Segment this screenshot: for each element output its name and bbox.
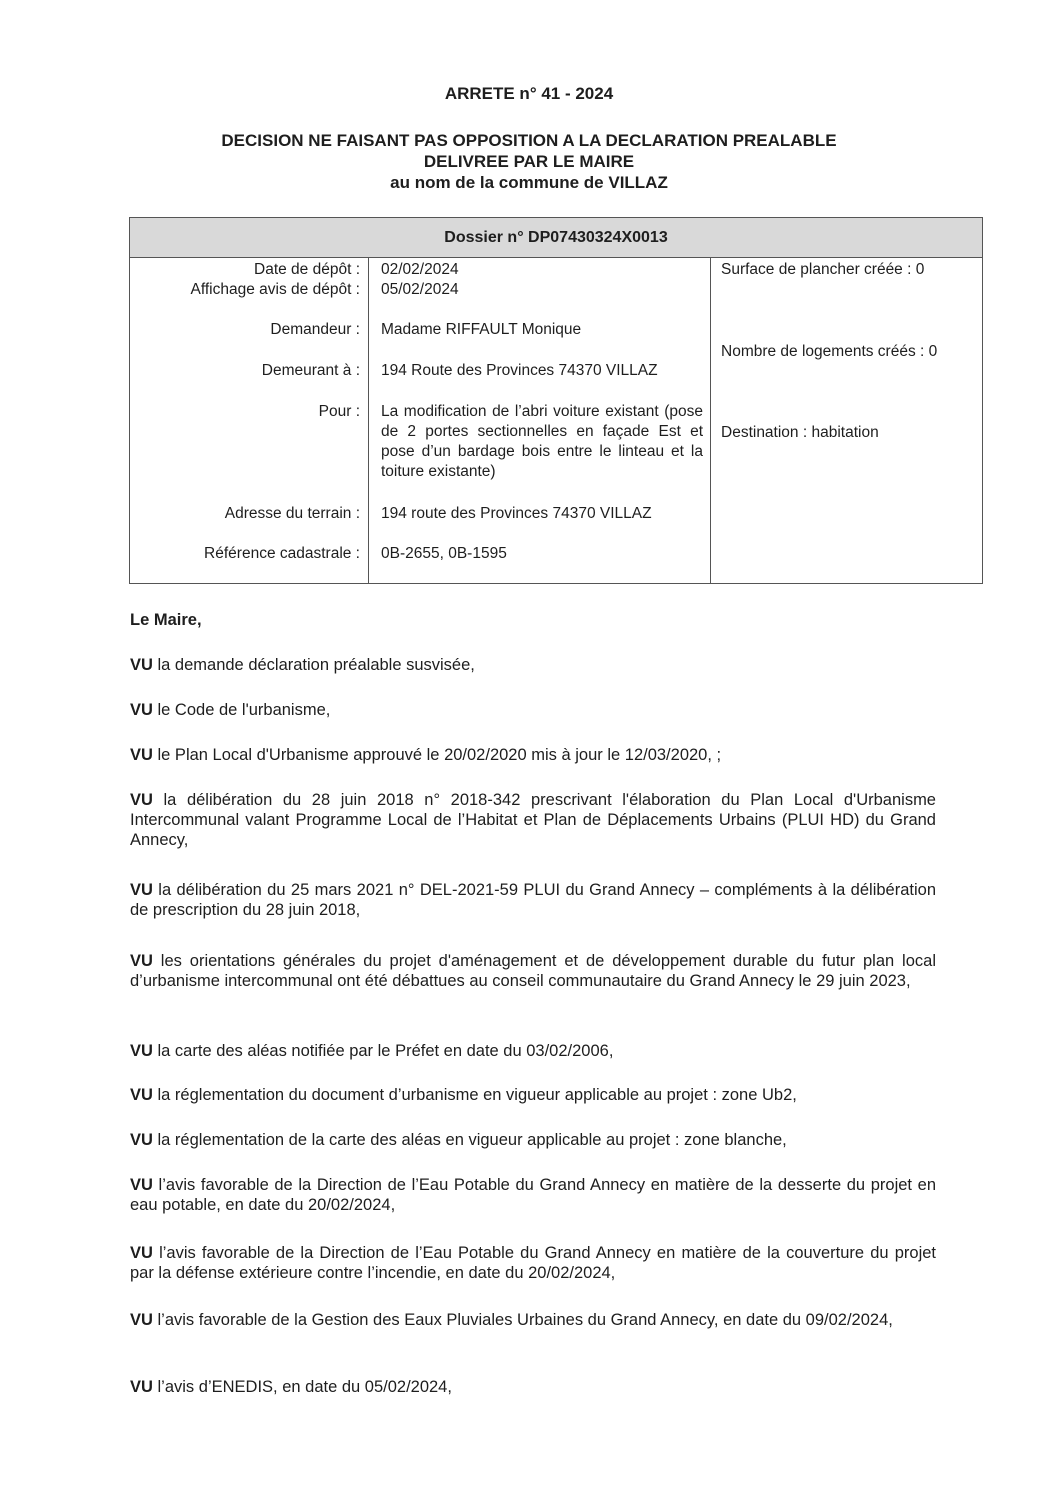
decision-title <box>0 130 1058 193</box>
pour-value: La modification de l’abri voiture existant (pose de 2 portes sectionnelles en façade Est et pose d’un bardage bois entre le linteau et la toiture existante) <box>381 403 703 480</box>
adresse-terrain-label: Adresse du terrain : <box>224 505 360 522</box>
vu-text: la délibération du 28 juin 2018 n° 2018-342 prescrivant l'élaboration du Plan Local d'Urbanisme Intercommunal valant Programme Local de l’Habitat et Plan de Déplacements Urbains (PLUI HD) du Grand Annecy, <box>130 791 936 849</box>
vu-paragraph <box>130 655 936 675</box>
vu-text: la délibération du 25 mars 2021 n° DEL-2021-59 PLUI du Grand Annecy – compléments à la délibération de prescription du 28 juin 2018, <box>130 881 936 919</box>
decision-line-3: au nom de la commune de VILLAZ <box>390 173 668 192</box>
vu-keyword: VU <box>130 746 153 764</box>
vu-keyword: VU <box>130 1131 153 1149</box>
vu-text: le Code de l'urbanisme, <box>152 701 331 719</box>
vu-paragraph <box>130 951 936 991</box>
adresse-terrain-value: 194 route des Provinces 74370 VILLAZ <box>381 505 652 522</box>
vu-keyword: VU <box>130 1311 153 1329</box>
pour-label: Pour : <box>318 403 360 420</box>
vu-keyword: VU <box>130 1176 153 1194</box>
vu-text: la réglementation de la carte des aléas en vigueur applicable au projet : zone blanche, <box>152 1131 787 1149</box>
vu-keyword: VU <box>130 952 153 970</box>
date-depot-value: 02/02/2024 <box>381 261 459 278</box>
demandeur-label: Demandeur : <box>270 321 360 338</box>
vu-keyword: VU <box>130 1378 153 1396</box>
arrete-number: ARRETE n° 41 - 2024 <box>444 84 614 103</box>
surface-plancher: Surface de plancher créée : 0 <box>721 261 925 278</box>
vu-paragraph <box>130 1310 936 1330</box>
vu-keyword: VU <box>130 1086 153 1104</box>
vu-text: l’avis favorable de la Direction de l’Eau Potable du Grand Annecy en matière de la desserte du projet en eau potable, en date du 20/02/2024, <box>130 1176 936 1214</box>
vu-paragraph <box>130 1377 936 1397</box>
dossier-table <box>129 217 983 584</box>
column-divider <box>368 257 369 583</box>
vu-text: le Plan Local d'Urbanisme approuvé le 20/02/2020 mis à jour le 12/03/2020, ; <box>152 746 722 764</box>
vu-paragraph <box>130 880 936 920</box>
vu-paragraph <box>130 1130 936 1150</box>
vu-text: l’avis d’ENEDIS, en date du 05/02/2024, <box>152 1378 452 1396</box>
date-depot-label: Date de dépôt : <box>254 261 360 278</box>
vu-keyword: VU <box>130 656 153 674</box>
vu-keyword: VU <box>130 701 153 719</box>
vu-text: la carte des aléas notifiée par le Préfet en date du 03/02/2006, <box>152 1042 614 1060</box>
vu-paragraph <box>130 745 936 765</box>
destination: Destination : habitation <box>721 424 879 441</box>
decision-line-2: DELIVREE PAR LE MAIRE <box>423 152 635 171</box>
vu-paragraph <box>130 1175 936 1215</box>
reference-cadastrale-value: 0B-2655, 0B-1595 <box>381 545 507 562</box>
vu-text: les orientations générales du projet d'aménagement et de développement durable du futur plan local d’urbanisme intercommunal ont été débattues au conseil communautaire du Grand Annecy le 29 juin 2023, <box>130 952 936 990</box>
demeurant-label: Demeurant à : <box>261 362 360 379</box>
le-maire: Le Maire, <box>130 611 202 629</box>
vu-text: l’avis favorable de la Direction de l’Eau Potable du Grand Annecy en matière de la couverture du projet par la défense extérieure contre l’incendie, en date du 20/02/2024, <box>130 1244 936 1282</box>
vu-paragraph <box>130 1041 936 1061</box>
affichage-label: Affichage avis de dépôt : <box>190 281 360 298</box>
reference-cadastrale-label: Référence cadastrale : <box>204 545 360 562</box>
vu-keyword: VU <box>130 1244 153 1262</box>
vu-text: la demande déclaration préalable susvisée, <box>152 656 475 674</box>
vu-text: l’avis favorable de la Gestion des Eaux Pluviales Urbaines du Grand Annecy, en date du 09/02/2024, <box>152 1311 893 1329</box>
vu-paragraph <box>130 700 936 720</box>
vu-paragraph <box>130 1085 936 1105</box>
dossier-number: Dossier n° DP07430324X0013 <box>130 218 982 258</box>
affichage-value: 05/02/2024 <box>381 281 459 298</box>
vu-keyword: VU <box>130 881 153 899</box>
vu-keyword: VU <box>130 791 153 809</box>
vu-text: la réglementation du document d’urbanisme en vigueur applicable au projet : zone Ub2, <box>152 1086 797 1104</box>
vu-paragraph <box>130 790 936 850</box>
vu-paragraph <box>130 1243 936 1283</box>
vu-keyword: VU <box>130 1042 153 1060</box>
column-divider <box>710 257 711 583</box>
demeurant-value: 194 Route des Provinces 74370 VILLAZ <box>381 362 658 379</box>
demandeur-value: Madame RIFFAULT Monique <box>381 321 582 338</box>
nombre-logements: Nombre de logements créés : 0 <box>721 343 938 360</box>
decision-line-1: DECISION NE FAISANT PAS OPPOSITION A LA DECLARATION PREALABLE <box>221 131 837 150</box>
